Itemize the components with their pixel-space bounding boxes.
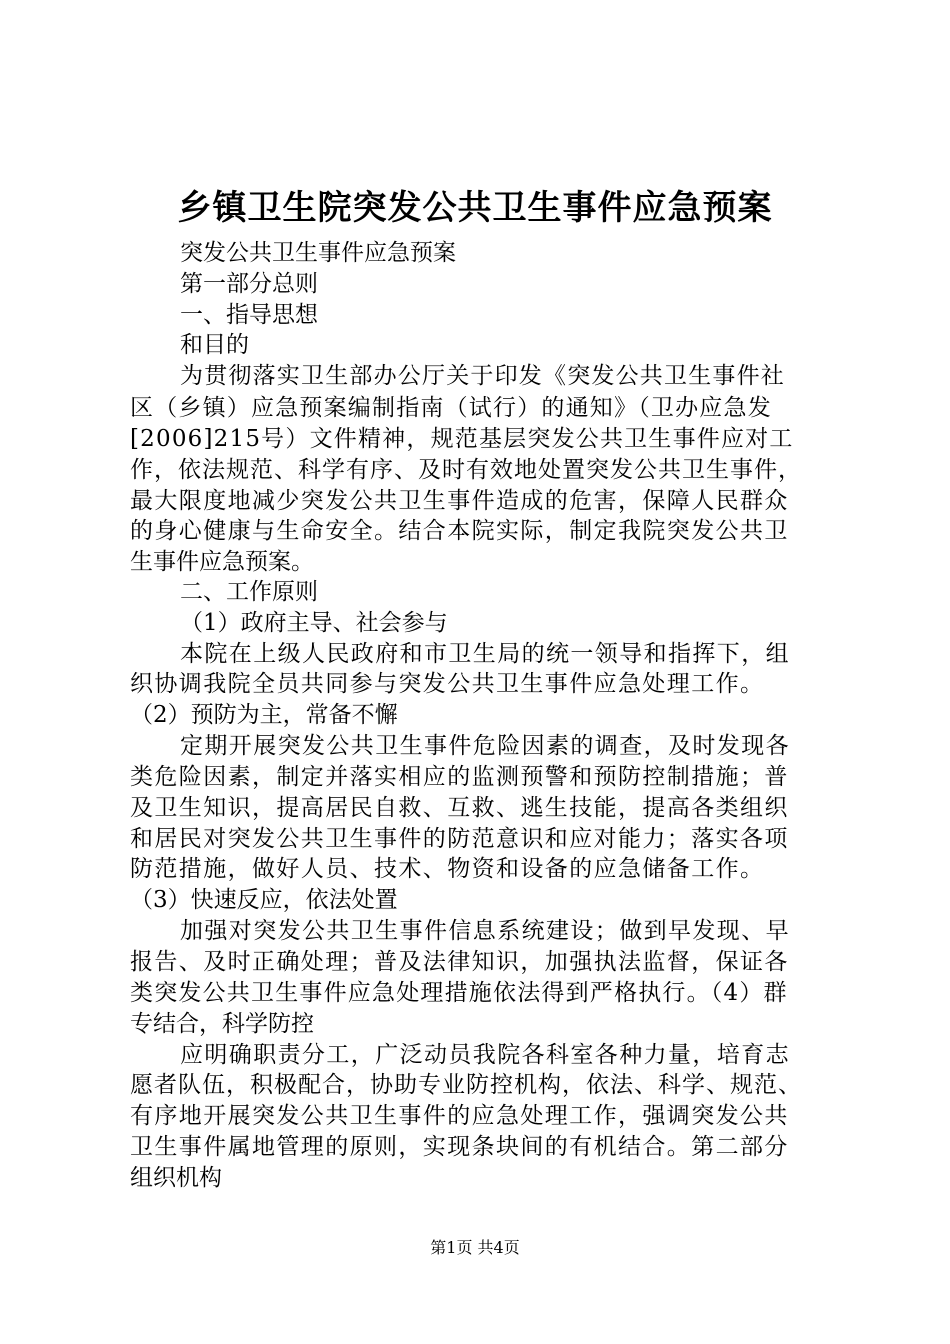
body-line: 最大限度地减少突发公共卫生事件造成的危害，保障人民群众 — [130, 488, 789, 514]
document-title: 乡镇卫生院突发公共卫生事件应急预案 — [177, 188, 773, 228]
body-line: 一、指导思想 — [180, 302, 318, 328]
body-line: 本院在上级人民政府和市卫生局的统一领导和指挥下，组 — [180, 641, 790, 667]
body-line: 专结合，科学防控 — [130, 1011, 314, 1037]
body-line: 作，依法规范、科学有序、及时有效地处置突发公共卫生事件， — [130, 457, 802, 483]
body-line: 有序地开展突发公共卫生事件的应急处理工作，强调突发公共 — [130, 1103, 789, 1129]
body-line: 区（乡镇）应急预案编制指南（试行）的通知》（卫办应急发 — [130, 395, 772, 421]
body-line: 愿者队伍，积极配合，协助专业防控机构，依法、科学、规范、 — [130, 1072, 802, 1098]
body-line: 定期开展突发公共卫生事件危险因素的调查，及时发现各 — [180, 733, 790, 759]
body-line: 防范措施，做好人员、技术、物资和设备的应急储备工作。 — [130, 856, 765, 882]
body-line: 的身心健康与生命安全。结合本院实际，制定我院突发公共卫 — [130, 518, 789, 544]
page-number-footer: 第1页 共4页 — [430, 1238, 520, 1257]
body-line: 报告、及时正确处理；普及法律知识，加强执法监督，保证各 — [130, 949, 789, 975]
body-line: （3）快速反应，依法处置 — [130, 887, 398, 913]
body-line: 织协调我院全员共同参与突发公共卫生事件应急处理工作。 — [130, 671, 765, 697]
body-line: （2）预防为主，常备不懈 — [130, 702, 398, 728]
body-line: 应明确职责分工，广泛动员我院各科室各种力量，培育志 — [180, 1042, 790, 1068]
body-line: 二、工作原则 — [180, 579, 318, 605]
body-line: 生事件应急预案。 — [130, 549, 314, 575]
body-line: 类突发公共卫生事件应急处理措施依法得到严格执行。（4）群 — [130, 980, 788, 1006]
body-line: 及卫生知识，提高居民自救、互救、逃生技能，提高各类组织 — [130, 795, 789, 821]
body-line: 类危险因素，制定并落实相应的监测预警和预防控制措施；普 — [130, 764, 789, 790]
body-line: 第一部分总则 — [180, 271, 318, 297]
body-line: 加强对突发公共卫生事件信息系统建设；做到早发现、早 — [180, 918, 790, 944]
body-line: 为贯彻落实卫生部办公厅关于印发《突发公共卫生事件社 — [180, 363, 785, 389]
body-line: 组织机构 — [130, 1165, 222, 1191]
body-line: 卫生事件属地管理的原则，实现条块间的有机结合。第二部分 — [130, 1134, 789, 1160]
body-line: 突发公共卫生事件应急预案 — [180, 240, 456, 266]
body-line: [2006]215号）文件精神，规范基层突发公共卫生事件应对工 — [130, 426, 794, 452]
body-line: （1）政府主导、社会参与 — [180, 610, 448, 636]
body-line: 和目的 — [180, 332, 249, 358]
body-line: 和居民对突发公共卫生事件的防范意识和应对能力；落实各项 — [130, 826, 789, 852]
